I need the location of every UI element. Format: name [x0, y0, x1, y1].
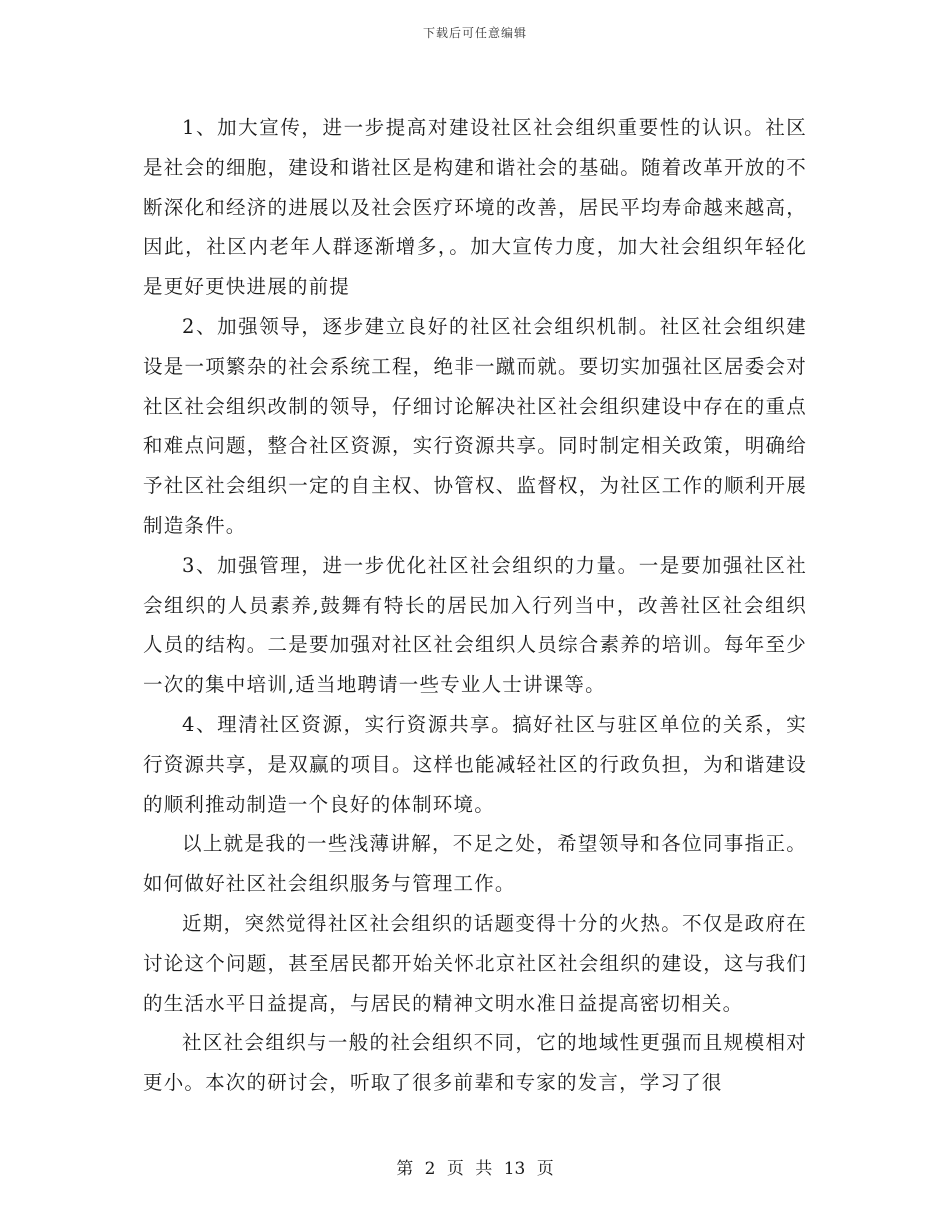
- paragraph-5: 以上就是我的一些浅薄讲解，不足之处，希望领导和各位同事指正。如何做好社区社会组织服务与管理工作。: [143, 832, 807, 896]
- paragraph-7: 社区社会组织与一般的社会组织不同，它的地域性更强而且规模相对更小。本次的研讨会，听取了很多前辈和专家的发言，学习了很: [143, 1031, 807, 1095]
- paragraph-4: 4、理清社区资源，实行资源共享。搞好社区与驻区单位的关系，实行资源共享，是双赢的项目。这样也能减轻社区的行政负担，为和谐建设的顺利推动制造一个良好的体制环境。: [143, 712, 807, 816]
- current-page-number: 2: [424, 1159, 436, 1179]
- page-number-footer: [0, 1154, 950, 1179]
- total-pages-number: 13: [503, 1159, 526, 1179]
- paragraph-3: 3、加强管理，进一步优化社区社会组织的力量。一是要加强社区社会组织的人员素养,鼓舞有特长的居民加入行列当中，改善社区社会组织人员的结构。二是要加强对社区社会组织人员综合素养的培训。每年至少一次的集中培训,适当地聘请一些专业人士讲课等。: [143, 553, 807, 697]
- footer-prefix: 第: [396, 1159, 414, 1179]
- paragraph-2: 2、加强领导，逐步建立良好的社区社会组织机制。社区社会组织建设是一项繁杂的社会系统工程，绝非一蹴而就。要切实加强社区居委会对社区社会组织改制的领导，仔细讨论解决社区社会组织建设中存在的重点和难点问题，整合社区资源，实行资源共享。同时制定相关政策，明确给予社区社会组织一定的自主权、协管权、监督权，为社区工作的顺利开展制造条件。: [143, 314, 807, 537]
- document-body: [143, 108, 807, 1103]
- paragraph-1: 1、加大宣传，进一步提高对建设社区社会组织重要性的认识。社区是社会的细胞，建设和谐社区是构建和谐社会的基础。随着改革开放的不断深化和经济的进展以及社会医疗环境的改善，居民平均寿命越来越高，因此，社区内老年人群逐渐增多，。加大宣传力度，加大社会组织年轻化是更好更快进展的前提: [143, 116, 807, 299]
- paragraph-6: 近期，突然觉得社区社会组织的话题变得十分的火热。不仅是政府在讨论这个问题，甚至居民都开始关怀北京社区社会组织的建设，这与我们的生活水平日益提高，与居民的精神文明水准日益提高密切相关。: [143, 911, 807, 1015]
- footer-suffix: 页: [536, 1159, 554, 1179]
- footer-mid: 页 共: [446, 1159, 493, 1179]
- header-note: 下载后可任意编辑: [422, 26, 527, 40]
